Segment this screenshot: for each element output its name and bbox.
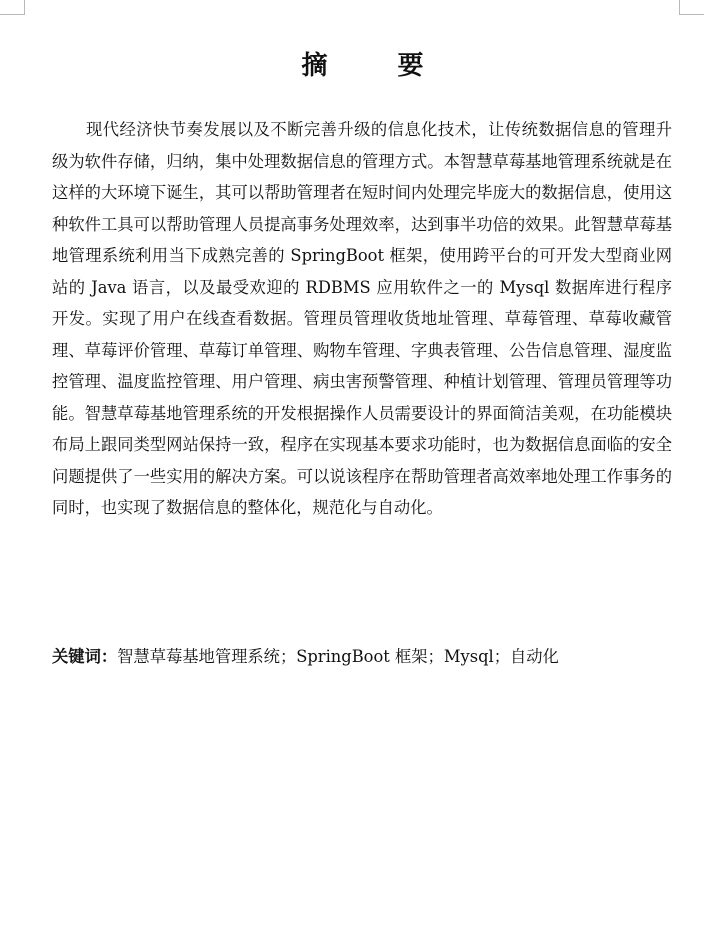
keywords-label: 关键词： [52, 647, 118, 666]
keywords-line [52, 643, 672, 671]
page-corner-mark-left [0, 0, 25, 15]
keywords-text: 智慧草莓基地管理系统；SpringBoot 框架；Mysql；自动化 [117, 647, 559, 666]
page-title: 摘 要 [301, 51, 446, 81]
page-corner-mark-right [679, 0, 704, 15]
abstract-paragraph: 现代经济快节奏发展以及不断完善升级的信息化技术，让传统数据信息的管理升级为软件存储，归纳，集中处理数据信息的管理方式。本智慧草莓基地管理系统就是在这样的大环境下诞生，其可以帮助管理者在短时间内处理完毕庞大的数据信息，使用这种软件工具可以帮助管理人员提高事务处理效率，达到事半功倍的效果。此智慧草莓基地管理系统利用当下成熟完善的 SpringBoot 框架，使用跨平台的可开发大型商业网站的 Java 语言，以及最受欢迎的 RDBMS 应用软件之一的 Mysql 数据库进行程序开发。实现了用户在线查看数据。管理员管理收货地址管理、草莓管理、草莓收藏管理、草莓评价管理、草莓订单管理、购物车管理、字典表管理、公告信息管理、湿度监控管理、温度监控管理、用户管理、病虫害预警管理、种植计划管理、管理员管理等功能。智慧草莓基地管理系统的开发根据操作人员需要设计的界面简洁美观，在功能模块布局上跟同类型网站保持一致，程序在实现基本要求功能时，也为数据信息面临的安全问题提供了一些实用的解决方案。可以说该程序在帮助管理者高效率地处理工作事务的同时，也实现了数据信息的整体化，规范化与自动化。 [52, 120, 672, 517]
